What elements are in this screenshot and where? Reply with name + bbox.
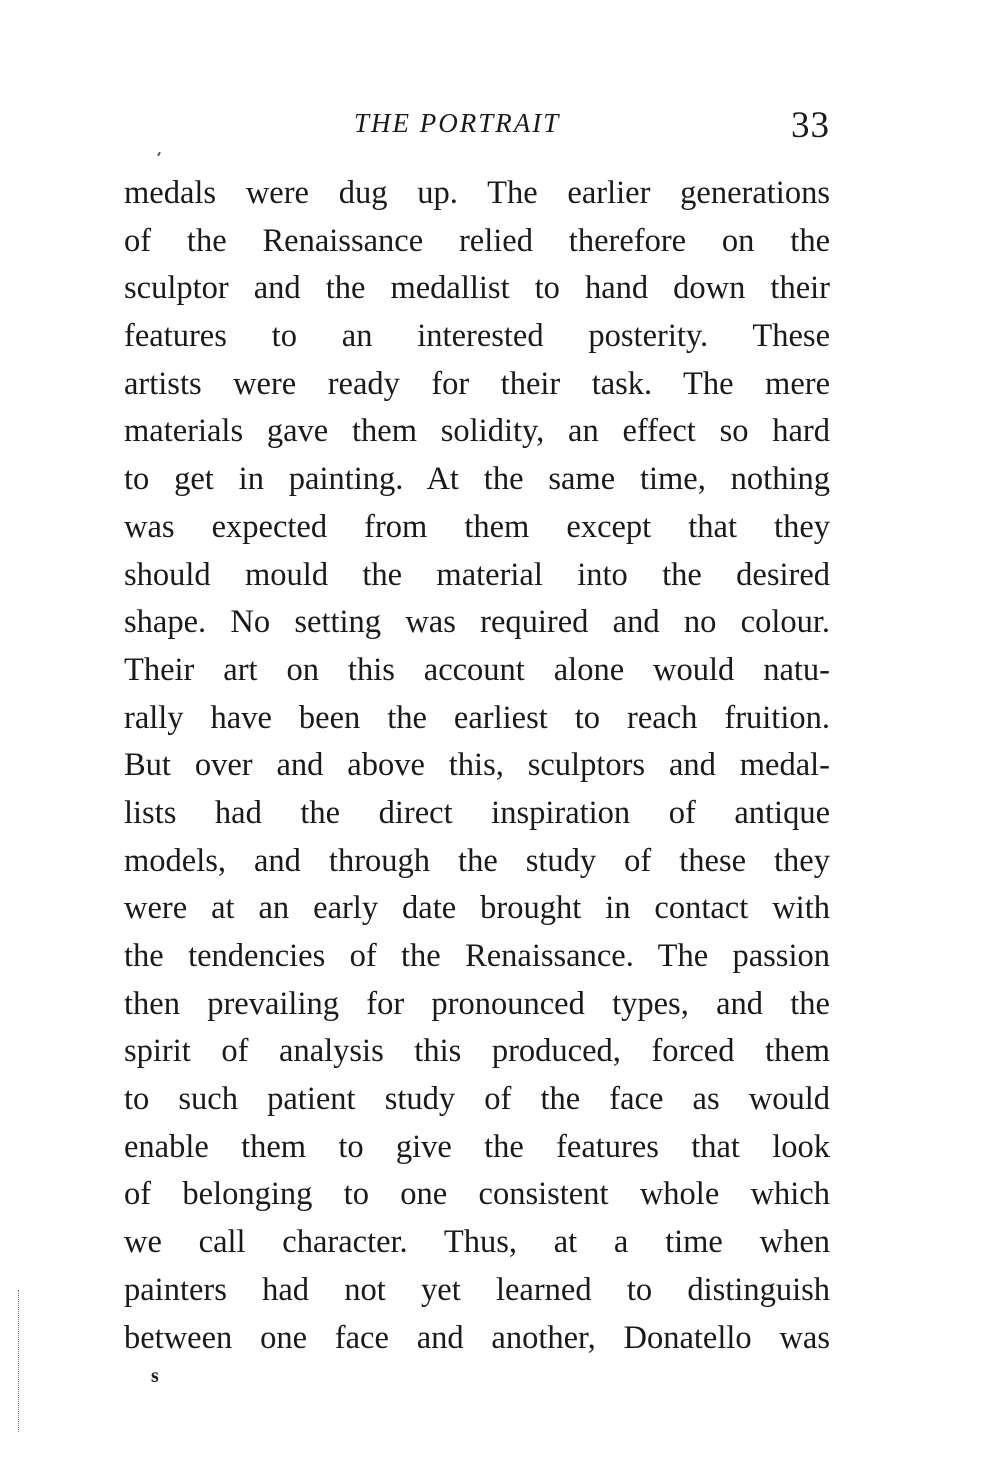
print-speck [157, 152, 161, 156]
text-line: enable them to give the features that look [124, 1128, 830, 1165]
text-line: features to an interested posterity. These [124, 318, 830, 355]
text-line: then prevailing for pronounced types, and the [124, 985, 830, 1022]
text-line: the tendencies of the Renaissance. The passion [124, 938, 830, 974]
body-text [124, 170, 830, 1362]
text-line: But over and above this, sculptors and medal- [124, 747, 830, 784]
running-title: THE PORTRAIT [354, 108, 561, 138]
signature-mark: s [151, 1365, 159, 1387]
text-line: spirit of analysis this produced, forced them [124, 1033, 830, 1070]
text-line: Their art on this account alone would natu- [124, 651, 830, 688]
text-line: painters had not yet learned to distinguish [124, 1271, 830, 1308]
text-line: of belonging to one consistent whole which [124, 1176, 830, 1213]
text-line: lists had the direct inspiration of antique [124, 794, 830, 831]
text-line: sculptor and the medallist to hand down their [124, 270, 830, 307]
text-line: artists were ready for their task. The mere [124, 365, 830, 402]
margin-dots [18, 1290, 22, 1432]
page-number: 33 [791, 105, 830, 146]
text-line: rally have been the earliest to reach fruition. [124, 699, 830, 736]
text-line: materials gave them solidity, an effect so hard [124, 413, 830, 450]
text-line: of the Renaissance relied therefore on the [124, 222, 830, 259]
text-line: to such patient study of the face as would [124, 1081, 830, 1118]
text-line: shape. No setting was required and no colour. [124, 604, 830, 641]
text-line: models, and through the study of these they [124, 842, 830, 879]
text-line: we call character. Thus, at a time when [124, 1224, 830, 1261]
text-line: to get in painting. At the same time, nothing [124, 461, 830, 498]
text-line: between one face and another, Donatello was [124, 1319, 830, 1356]
running-head [124, 104, 830, 150]
text-line: was expected from them except that they [124, 508, 830, 545]
text-line: should mould the material into the desired [124, 556, 830, 593]
text-line: medals were dug up. The earlier generations [124, 175, 830, 211]
text-line: were at an early date brought in contact with [124, 890, 830, 927]
